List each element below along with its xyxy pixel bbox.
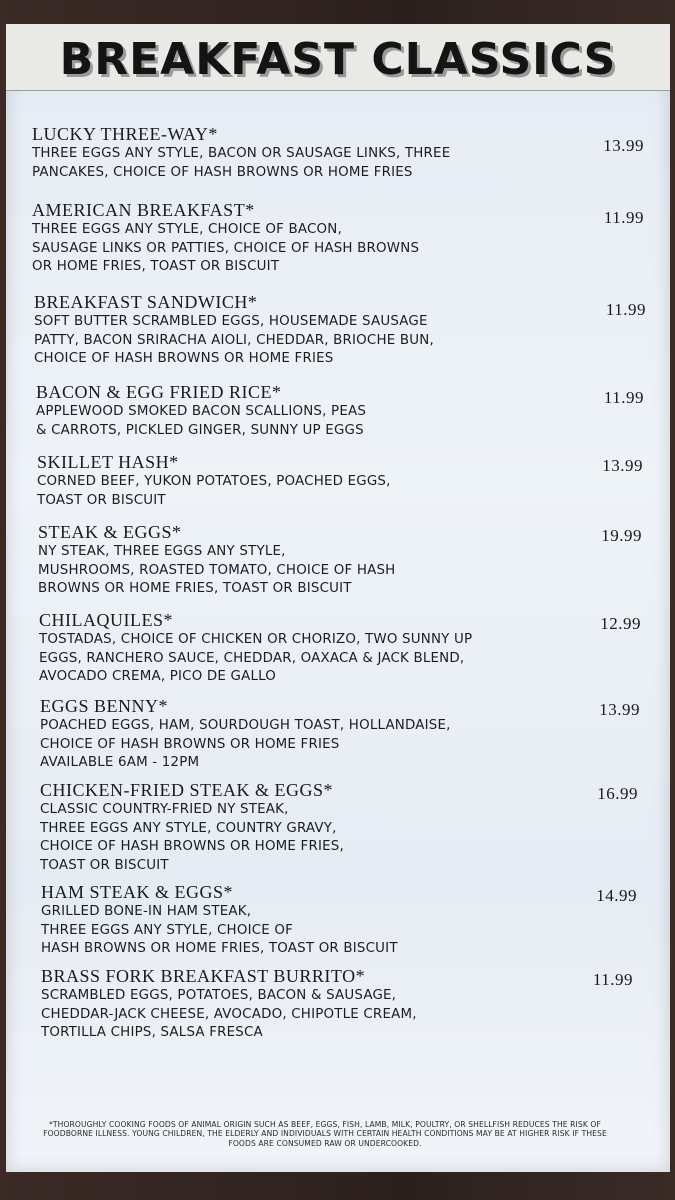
item-name: HAM STEAK & EGGS* [41,882,234,902]
menu-item-breakfast-sandwich [34,292,654,369]
item-name: CHILAQUILES* [39,610,173,630]
item-name: BACON & EGG FRIED RICE* [36,382,282,402]
menu-board [6,24,670,1172]
item-price: 14.99 [596,886,637,905]
item-description: NY STEAK, THREE EGGS ANY STYLE, MUSHROOMS, ROASTED TOMATO, CHOICE OF HASH BROWNS OR HOME FRIES, TOAST OR BISCUIT [38,544,396,597]
item-description: TOSTADAS, CHOICE OF CHICKEN OR CHORIZO, TWO SUNNY UP EGGS, RANCHERO SAUCE, CHEDDAR, OAXACA & JACK BLEND, AVOCADO CREMA, PICO DE GALLO [39,632,473,685]
menu-item-brass-fork-breakfast-burrito [41,966,661,1043]
menu-header [6,24,670,91]
item-description: CLASSIC COUNTRY-FRIED NY STEAK, THREE EGGS ANY STYLE, COUNTRY GRAVY, CHOICE OF HASH BROWNS OR HOME FRIES, TOAST OR BISCUIT [40,802,344,873]
menu-item-steak-eggs [38,522,658,599]
menu-item-skillet-hash [37,452,657,510]
item-description: THREE EGGS ANY STYLE, CHOICE OF BACON, SAUSAGE LINKS OR PATTIES, CHOICE OF HASH BROWNS OR HOME FRIES, TOAST OR BISCUIT [32,222,420,275]
menu-item-american-breakfast [32,200,652,277]
menu-item-ham-steak-eggs [41,882,661,959]
item-name: LUCKY THREE-WAY* [32,124,218,144]
item-description: POACHED EGGS, HAM, SOURDOUGH TOAST, HOLLANDAISE, CHOICE OF HASH BROWNS OR HOME FRIES AVAILABLE 6AM - 12PM [40,718,451,771]
item-price: 11.99 [603,388,644,407]
menu-item-chilaquiles [39,610,659,687]
item-description: GRILLED BONE-IN HAM STEAK, THREE EGGS ANY STYLE, CHOICE OF HASH BROWNS OR HOME FRIES, TOAST OR BISCUIT [41,904,398,957]
item-description: SCRAMBLED EGGS, POTATOES, BACON & SAUSAGE, CHEDDAR-JACK CHEESE, AVOCADO, CHIPOTLE CREAM, TORTILLA CHIPS, SALSA FRESCA [41,988,417,1041]
item-name: SKILLET HASH* [37,452,179,472]
menu-item-chicken-fried-steak-eggs [40,780,660,875]
item-price: 16.99 [597,784,638,803]
menu-list [6,124,670,1084]
item-description: SOFT BUTTER SCRAMBLED EGGS, HOUSEMADE SAUSAGE PATTY, BACON SRIRACHA AIOLI, CHEDDAR, BRIOCHE BUN, CHOICE OF HASH BROWNS OR HOME FRIES [34,314,434,367]
page-title: BREAKFAST CLASSICS [59,34,617,85]
item-price: 19.99 [601,526,642,545]
item-description: APPLEWOOD SMOKED BACON SCALLIONS, PEAS & CARROTS, PICKLED GINGER, SUNNY UP EGGS [36,404,367,438]
item-price: 12.99 [600,614,641,633]
item-description: THREE EGGS ANY STYLE, BACON OR SAUSAGE LINKS, THREE PANCAKES, CHOICE OF HASH BROWNS OR HOME FRIES [32,146,451,180]
item-name: STEAK & EGGS* [38,522,182,542]
item-price: 13.99 [603,136,644,155]
menu-item-bacon-egg-fried-rice [36,382,656,440]
menu-item-lucky-three-way [32,124,652,182]
food-safety-disclaimer: *THOROUGHLY COOKING FOODS OF ANIMAL ORIGIN SUCH AS BEEF, EGGS, FISH, LAMB, MILK, POULTRY, OR SHELLFISH REDUCES THE RISK OF FOODBORNE ILLNESS. YOUNG CHILDREN, THE ELDERLY AND INDIVIDUALS WITH CERTAIN HEALTH CONDITIONS MAY BE AT HIGHER RISK IF THESE FOODS ARE CONSUMED RAW OR UNDERCOOKED. [43,1120,607,1148]
item-price: 11.99 [605,300,646,319]
item-price: 11.99 [603,208,644,227]
item-name: AMERICAN BREAKFAST* [32,200,255,220]
item-name: EGGS BENNY* [40,696,169,716]
item-name: CHICKEN-FRIED STEAK & EGGS* [40,780,334,800]
item-description: CORNED BEEF, YUKON POTATOES, POACHED EGGS, TOAST OR BISCUIT [37,474,391,508]
item-price: 11.99 [592,970,633,989]
item-name: BREAKFAST SANDWICH* [34,292,258,312]
item-price: 13.99 [599,700,640,719]
item-price: 13.99 [602,456,643,475]
item-name: BRASS FORK BREAKFAST BURRITO* [41,966,366,986]
menu-item-eggs-benny [40,696,660,773]
